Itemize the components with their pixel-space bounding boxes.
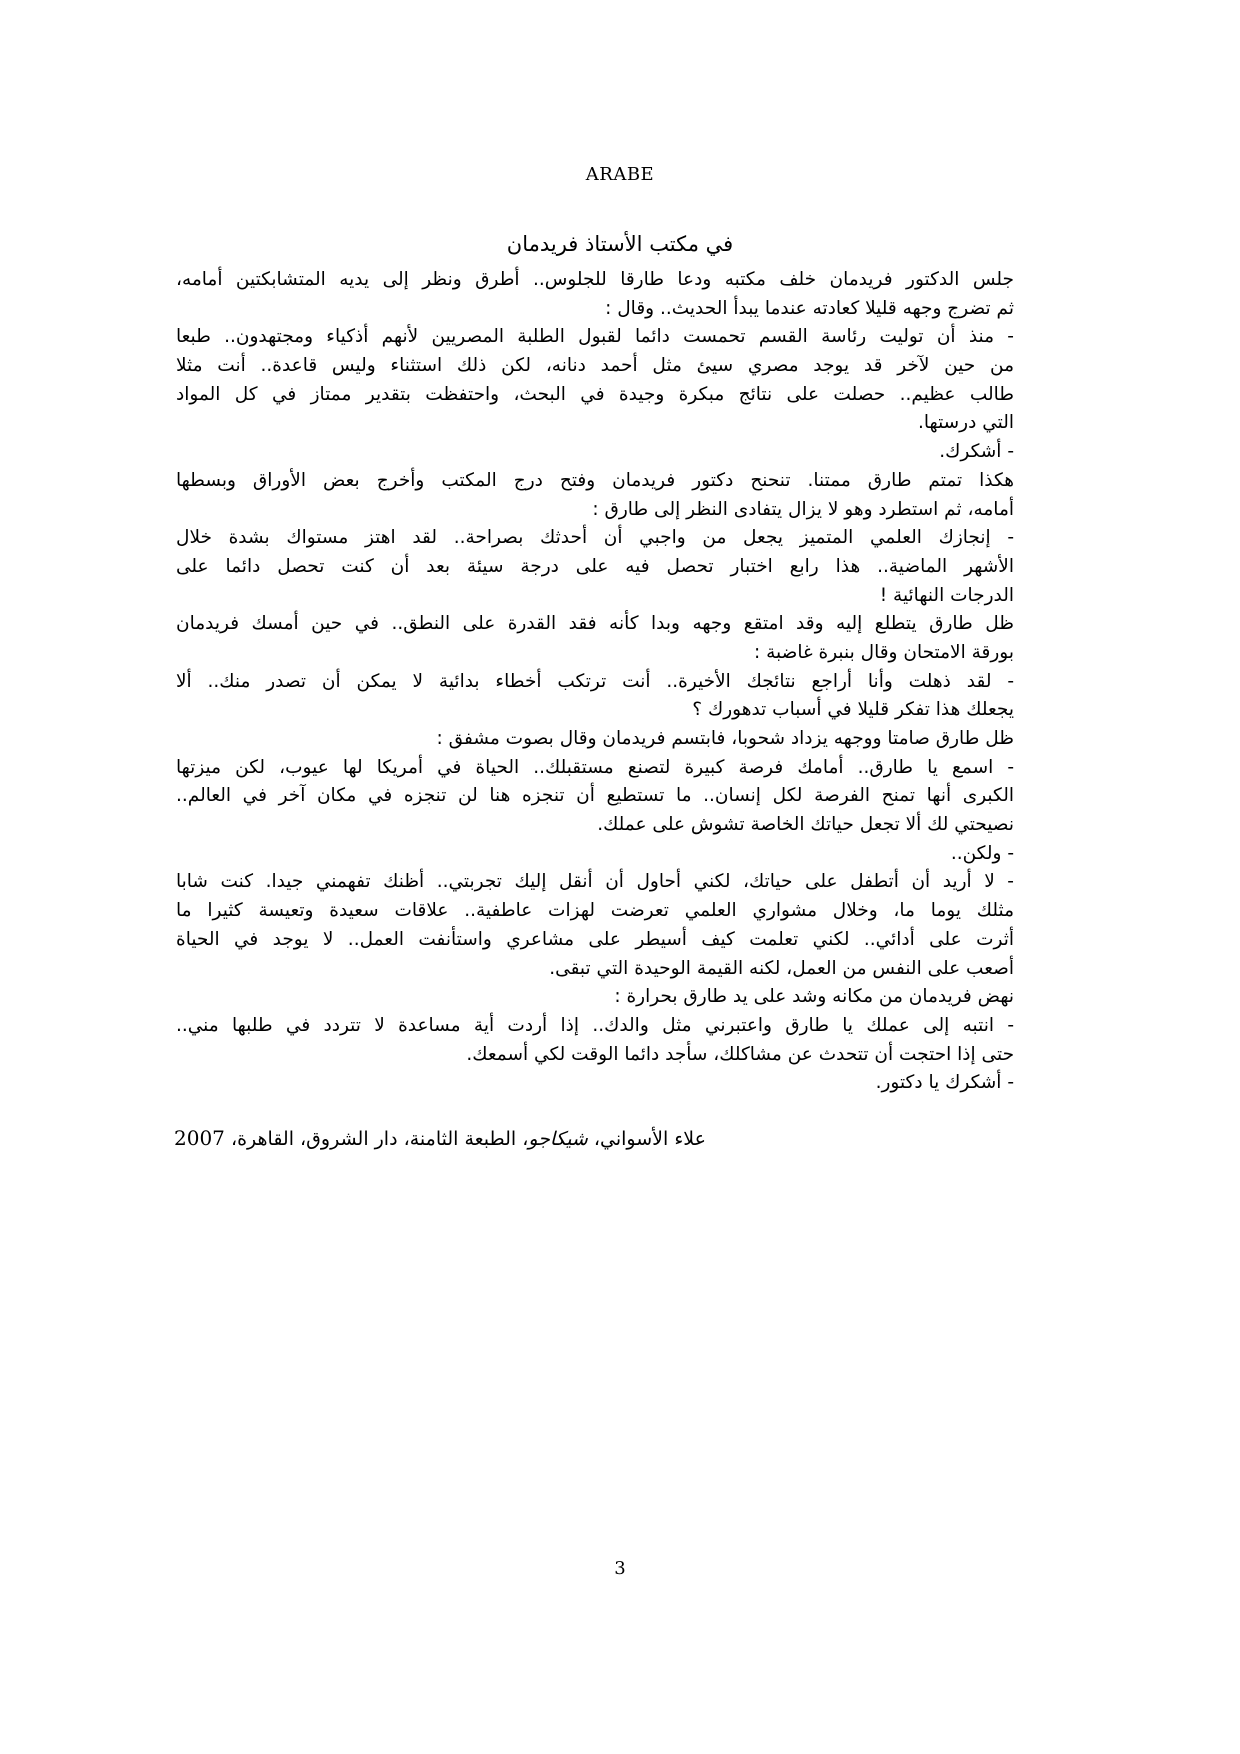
text-line: ظل طارق يتطلع إليه وقد امتقع وجهه وبدا كأنه فقد القدرة على النطق.. في حين أمسك فريدمان [176, 613, 1014, 635]
body-text [176, 266, 1014, 1098]
text-line: الكبرى أنها تمنح الفرصة لكل إنسان.. ما تستطيع أن تنجزه هنا لن تنجزه في مكان آخر في العالم.. [176, 785, 1014, 807]
text-line: ظل طارق صامتا ووجهه يزداد شحوبا، فابتسم فريدمان وقال بصوت مشفق : [436, 728, 1014, 749]
citation-author: علاء الأسواني، [587, 1128, 706, 1150]
text-line: حتى إذا احتجت أن تتحدث عن مشاكلك، سأجد دائما الوقت لكي أسمعك. [466, 1043, 1014, 1065]
text-line: هكذا تمتم طارق ممتنا. تنحنح دكتور فريدمان وفتح درج المكتب وأخرج بعض الأوراق وبسطها [176, 469, 1014, 491]
text-line: أثرت على أدائي.. لكني تعلمت كيف أسيطر على مشاعري واستأنفت العمل.. لا يوجد في الحياة [176, 928, 1014, 950]
text-line: طالب عظيم.. حصلت على نتائج مبكرة وجيدة في البحث، واحتفظت بتقدير ممتاز في كل المواد [176, 383, 1014, 405]
text-line: نصيحتي لك ألا تجعل حياتك الخاصة تشوش على عملك. [597, 814, 1014, 836]
running-head: ARABE [585, 164, 655, 185]
text-line: يجعلك هذا تفكر قليلا في أسباب تدهورك ؟ [692, 699, 1014, 721]
text-line: التي درستها. [918, 412, 1014, 434]
citation [174, 1126, 706, 1150]
text-line: نهض فريدمان من مكانه وشد على يد طارق بحرارة : [614, 986, 1014, 1008]
text-line: ثم تضرج وجهه قليلا كعادته عندما يبدأ الحديث.. وقال : [605, 297, 1014, 319]
citation-details: ، الطبعة الثامنة، دار الشروق، القاهرة، [224, 1128, 529, 1150]
citation-year: 2007 [174, 1126, 225, 1150]
text-line: بورقة الامتحان وقال بنبرة غاضبة : [754, 641, 1014, 663]
citation-book-title: شيكاجو [528, 1128, 588, 1150]
text-line: الدرجات النهائية ! [879, 584, 1014, 606]
text-line: - إنجازك العلمي المتميز يجعل من واجبي أن أحدثك بصراحة.. لقد اهتز مستواك بشدة خلال [176, 527, 1014, 549]
text-line: جلس الدكتور فريدمان خلف مكتبه ودعا طارقا للجلوس.. أطرق ونظر إلى يديه المتشابكتين أمامه، [176, 269, 1014, 290]
text-line: - اسمع يا طارق.. أمامك فرصة كبيرة لتصنع مستقبلك.. الحياة في أمريكا لها عيوب، لكن ميزتها [176, 756, 1014, 778]
page-number: 3 [614, 1558, 626, 1579]
document-title: في مكتب الأستاذ فريدمان [506, 232, 734, 256]
text-line: - ولكن.. [950, 842, 1014, 864]
text-line: من حين لآخر قد يوجد مصري سيئ مثل أحمد دنانه، لكن ذلك استثناء وليس قاعدة.. أنت مثلا [176, 355, 1014, 377]
text-line: - أشكرك. [939, 441, 1014, 463]
text-line: - انتبه إلى عملك يا طارق واعتبرني مثل والدك.. إذا أردت أية مساعدة لا تتردد في طلبها مني.. [176, 1014, 1014, 1036]
text-line: أمامه، ثم استطرد وهو لا يزال يتفادى النظر إلى طارق : [592, 498, 1014, 520]
text-line: - منذ أن توليت رئاسة القسم تحمست دائما لقبول الطلبة المصريين لأنهم أذكياء ومجتهدون.. طبعا [176, 326, 1014, 348]
text-line: - أشكرك يا دكتور. [875, 1072, 1014, 1094]
text-line: أصعب على النفس من العمل، لكنه القيمة الوحيدة التي تبقى. [549, 957, 1014, 979]
text-line: - لا أريد أن أتطفل على حياتك، لكني أحاول أن أنقل إليك تجربتي.. أظنك تفهمني جيدا. كنت شابا [176, 871, 1014, 893]
text-line: - لقد ذهلت وأنا أراجع نتائجك الأخيرة.. أنت ترتكب أخطاء بدائية لا يمكن أن تصدر منك.. ألا [176, 670, 1014, 692]
text-line: الأشهر الماضية.. هذا رابع اختبار تحصل فيه على درجة سيئة بعد أن كنت تحصل دائما على [176, 555, 1014, 577]
text-line: مثلك يوما ما، وخلال مشواري العلمي تعرضت لهزات عاطفية.. علاقات سعيدة وتعيسة كثيرا ما [176, 900, 1014, 922]
